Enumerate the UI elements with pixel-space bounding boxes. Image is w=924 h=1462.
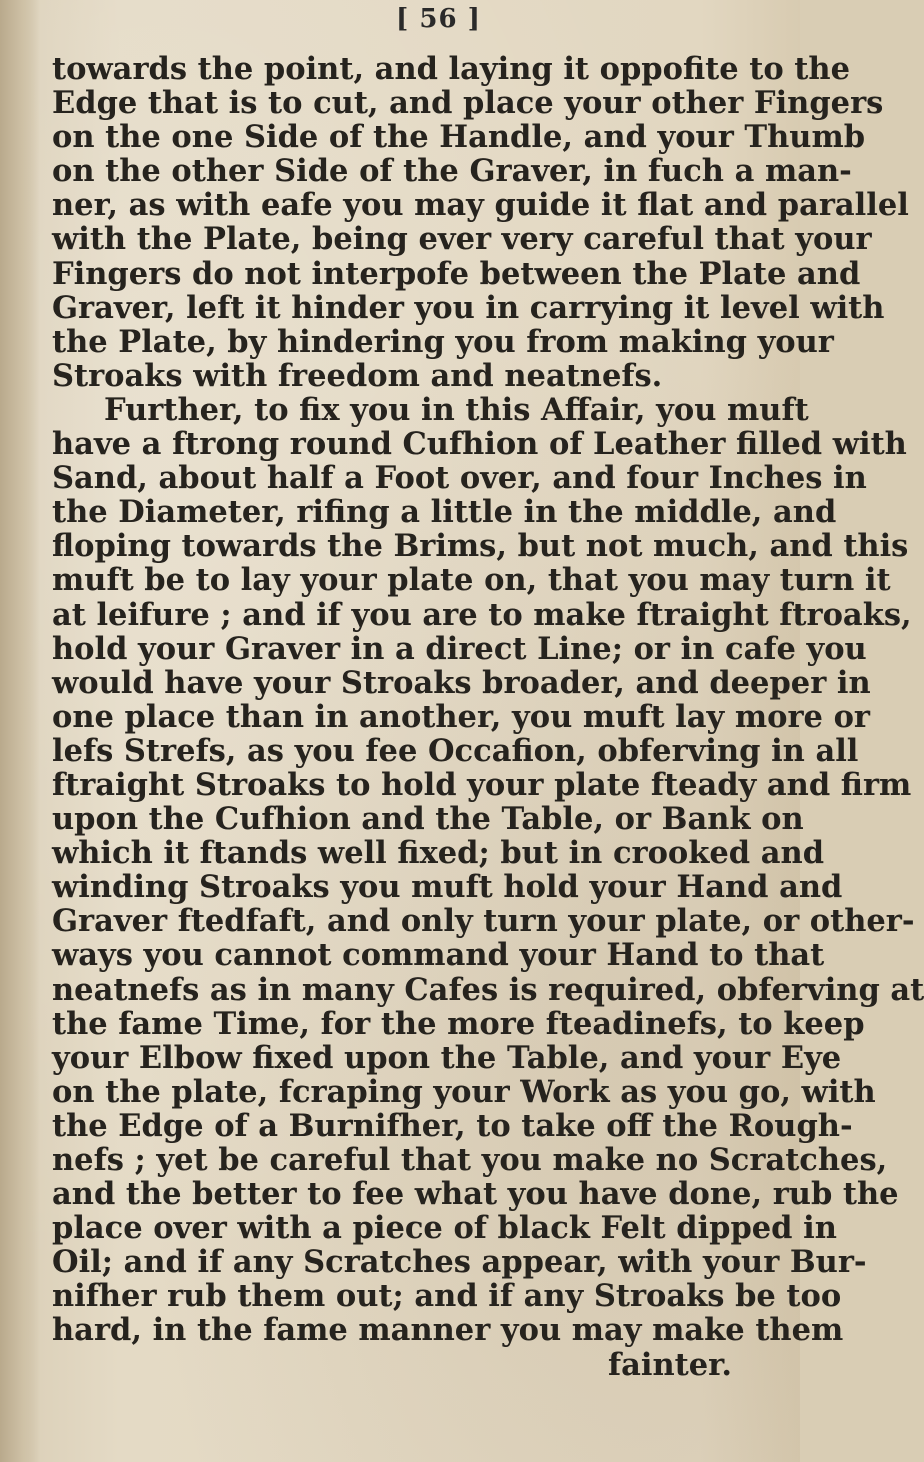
text-line: floping towards the Brims, but not much, and this — [52, 528, 909, 565]
text-line: have a ftrong round Cufhion of Leather filled with — [52, 426, 907, 463]
catchword: fainter. — [607, 1346, 732, 1383]
text-line: Stroaks with freedom and neatnefs. — [52, 357, 663, 394]
text-line: lefs Strefs, as you fee Occafion, obferving in all — [52, 732, 859, 769]
text-line: ways you cannot command your Hand to that — [52, 937, 825, 974]
text-line: the fame Time, for the more fteadinefs, to keep — [52, 1005, 865, 1042]
text-line: the Diameter, rifing a little in the middle, and — [52, 494, 837, 531]
text-line: Oil; and if any Scratches appear, with your Bur- — [52, 1244, 867, 1281]
text-line: would have your Stroaks broader, and deeper in — [52, 664, 871, 701]
text-line: ftraight Stroaks to hold your plate fteady and firm — [52, 766, 912, 803]
text-line: at leifure ; and if you are to make ftraight ftroaks, — [52, 596, 912, 633]
text-line: which it ftands well fixed; but in crooked and — [52, 835, 825, 872]
text-line: nefs ; yet be careful that you make no Scratches, — [52, 1142, 888, 1178]
text-line: winding Stroaks you muft hold your Hand and — [52, 869, 843, 906]
text-line: nifher rub them out; and if any Stroaks be too — [52, 1278, 842, 1315]
text-line: on the plate, fcraping your Work as you go, with — [52, 1073, 876, 1110]
text-line: Sand, about half a Foot over, and four Inches in — [52, 460, 867, 497]
text-line: Fingers do not interpofe between the Plate and — [52, 255, 861, 292]
text-line: Further, to fix you in this Affair, you muft — [104, 391, 809, 428]
body-text — [52, 51, 924, 1383]
text-line: ner, as with eafe you may guide it flat and parallel — [52, 187, 909, 224]
text-line: Graver ftedfaft, and only turn your plate, or other- — [52, 903, 915, 940]
text-line: Graver, left it hinder you in carrying it level with — [52, 289, 885, 326]
text-line: muft be to lay your plate on, that you may turn it — [52, 562, 891, 599]
text-line: place over with a piece of black Felt dipped in — [52, 1210, 837, 1247]
page-gutter — [0, 0, 40, 1462]
text-line: towards the point, and laying it oppofite to the — [52, 51, 850, 87]
text-line: the Plate, by hindering you from making your — [52, 323, 834, 360]
page-number: [ 56 ] — [396, 4, 481, 34]
text-line: the Edge of a Burnifher, to take off the Rough- — [52, 1107, 853, 1144]
text-line: with the Plate, being ever very careful that your — [52, 221, 872, 258]
text-line: and the better to fee what you have done, rub the — [52, 1176, 899, 1213]
text-line: hold your Graver in a direct Line; or in cafe you — [52, 630, 867, 667]
text-line: neatnefs as in many Cafes is required, obferving at — [52, 971, 924, 1008]
text-line: your Elbow fixed upon the Table, and your Eye — [52, 1039, 842, 1076]
text-line: upon the Cufhion and the Table, or Bank on — [52, 801, 804, 838]
text-line: on the other Side of the Graver, in fuch a man- — [52, 153, 852, 190]
text-line: hard, in the fame manner you may make them — [52, 1312, 844, 1349]
text-line: Edge that is to cut, and place your other Fingers — [52, 85, 884, 122]
text-line: on the one Side of the Handle, and your Thumb — [52, 119, 866, 156]
text-line: one place than in another, you muft lay more or — [52, 698, 870, 735]
